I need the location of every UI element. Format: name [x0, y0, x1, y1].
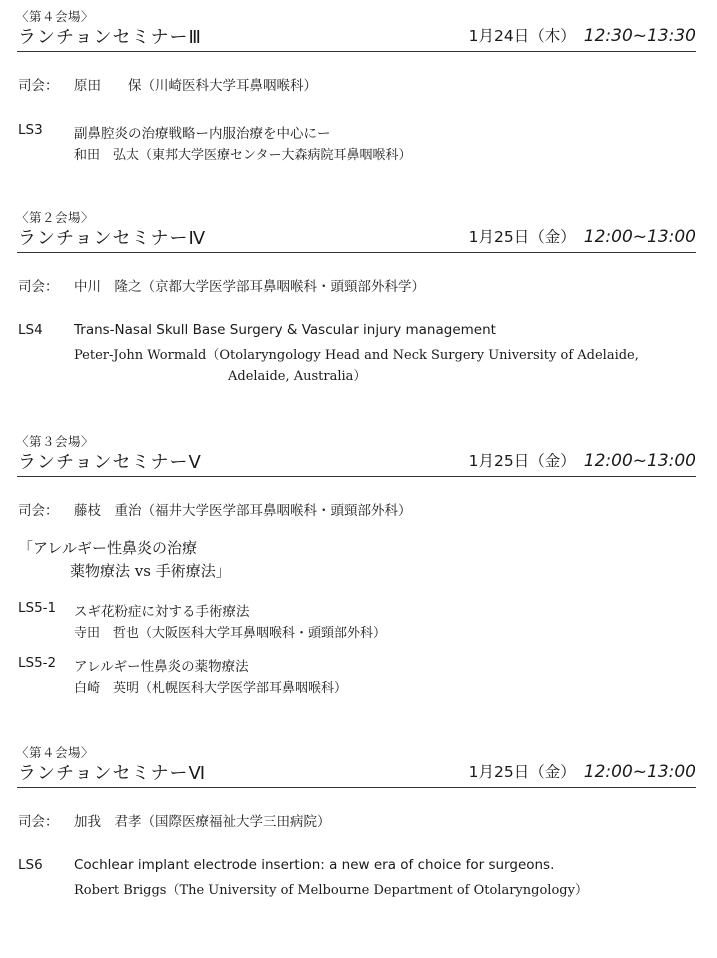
talk-code: LS6: [18, 857, 43, 873]
chair-label: 司会：: [18, 78, 59, 94]
chair-label: 司会：: [18, 279, 59, 295]
venue-label: 〈第４会場〉: [16, 745, 95, 760]
session-title: ランチョンセミナーⅤ: [18, 452, 202, 473]
session-title: ランチョンセミナーⅣ: [18, 228, 207, 249]
session-date: 1月25日（金）: [468, 228, 576, 246]
chair-line: [18, 74, 317, 94]
session-title: ランチョンセミナーⅥ: [18, 763, 207, 784]
chair-name: 中川 隆之（京都大学医学部耳鼻咽喉科・頭頸部外科学）: [74, 279, 425, 295]
talk-speaker: 白崎 英明（札幌医科大学医学部耳鼻咽喉科）: [74, 681, 348, 696]
venue-label: 〈第４会場〉: [16, 9, 95, 24]
venue-label: 〈第３会場〉: [16, 434, 95, 449]
theme-line1: 「アレルギー性鼻炎の治療: [18, 539, 198, 557]
talk-speaker: 寺田 哲也（大阪医科大学耳鼻咽喉科・頭頸部外科）: [74, 626, 387, 641]
talk-speaker: 和田 弘太（東邦大学医療センター大森病院耳鼻咽喉科）: [74, 148, 412, 163]
title-divider: [17, 476, 696, 477]
talk-speaker: Robert Briggs（The University of Melbourne Department of Otolaryngology）: [74, 883, 588, 898]
session-datetime: [469, 449, 696, 471]
session-date: 1月24日（木）: [468, 27, 576, 45]
title-divider: [17, 51, 696, 52]
chair-name: 加我 君孝（国際医療福祉大学三田病院）: [74, 814, 331, 830]
session-time: 12:30~13:30: [583, 26, 696, 46]
talk-speaker: [74, 345, 639, 387]
session-time: 12:00~13:00: [583, 762, 696, 782]
chair-name: 原田 保（川崎医科大学耳鼻咽喉科）: [74, 78, 317, 94]
talk-code: LS3: [18, 122, 43, 138]
talk-title: 副鼻腔炎の治療戦略ー内服治療を中心にー: [74, 126, 331, 142]
session-datetime: [469, 225, 696, 247]
chair-line: [18, 810, 331, 830]
talk-speaker-line1: Peter-John Wormald（Otolaryngology Head and Neck Surgery University of Adelaide,: [74, 348, 639, 363]
talk-code: LS5-2: [18, 655, 57, 671]
session-theme: [18, 537, 231, 583]
venue-label: 〈第２会場〉: [16, 210, 95, 225]
chair-line: [18, 499, 412, 519]
talk-title: アレルギー性鼻炎の薬物療法: [74, 659, 249, 675]
talk-code: LS5-1: [18, 600, 57, 616]
session-datetime: [469, 24, 696, 46]
session-date: 1月25日（金）: [468, 452, 576, 470]
chair-label: 司会：: [18, 814, 59, 830]
session-date: 1月25日（金）: [468, 763, 576, 781]
session-time: 12:00~13:00: [583, 451, 696, 471]
talk-title: Cochlear implant electrode insertion: a new era of choice for surgeons.: [74, 857, 555, 873]
title-divider: [17, 252, 696, 253]
talk-title: Trans-Nasal Skull Base Surgery & Vascular injury management: [74, 322, 496, 338]
chair-line: [18, 275, 425, 295]
chair-name: 藤枝 重治（福井大学医学部耳鼻咽喉科・頭頸部外科）: [74, 503, 412, 519]
session-time: 12:00~13:00: [583, 227, 696, 247]
chair-label: 司会：: [18, 503, 59, 519]
talk-code: LS4: [18, 322, 43, 338]
talk-title: スギ花粉症に対する手術療法: [74, 604, 250, 620]
talk-speaker-line2: Adelaide, Australia）: [228, 369, 367, 384]
theme-line2: 薬物療法 vs 手術療法」: [70, 562, 231, 580]
session-title: ランチョンセミナーⅢ: [18, 27, 202, 48]
session-datetime: [469, 760, 696, 782]
title-divider: [17, 787, 696, 788]
